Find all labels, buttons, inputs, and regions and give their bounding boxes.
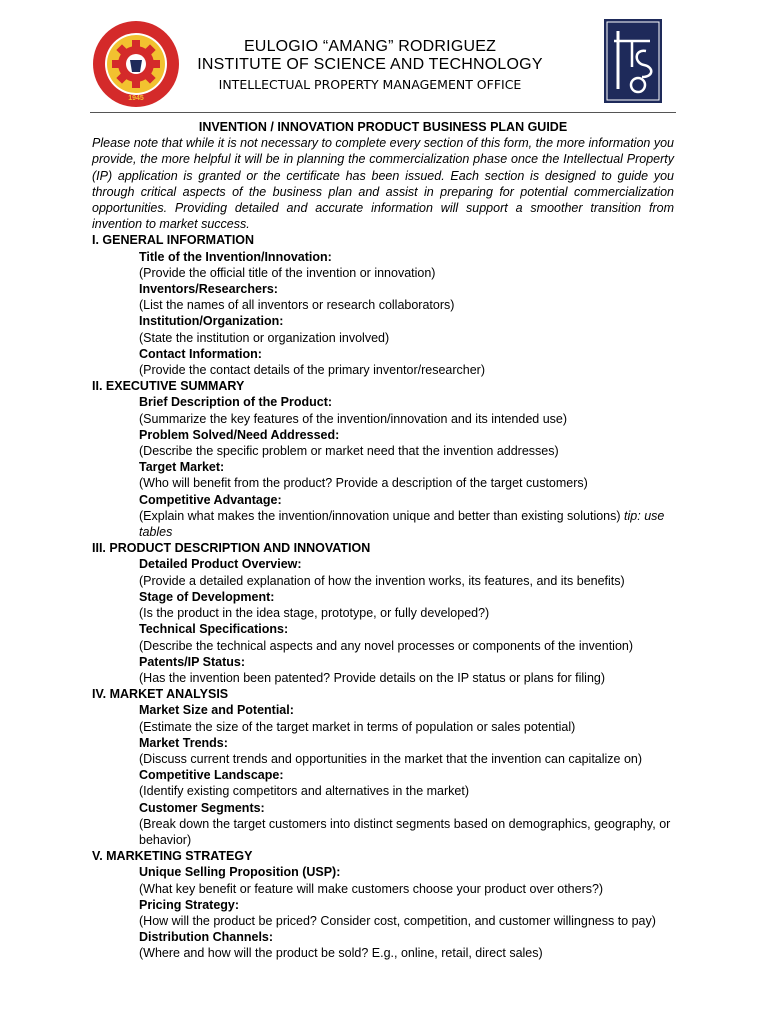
item-label: Distribution Channels: — [139, 930, 274, 945]
guide-item — [92, 313, 674, 345]
guide-item — [92, 864, 674, 896]
item-description — [139, 362, 674, 378]
section-heading: I. GENERAL INFORMATION — [92, 233, 255, 248]
guide-item — [92, 281, 674, 313]
guide-item — [92, 492, 674, 541]
item-label: Problem Solved/Need Addressed: — [139, 427, 340, 442]
item-label: Competitive Landscape: — [139, 768, 284, 783]
guide-item — [92, 249, 674, 281]
document-title: INVENTION / INNOVATION PRODUCT BUSINESS PLAN GUIDE — [198, 120, 568, 134]
section-heading: III. PRODUCT DESCRIPTION AND INNOVATION — [92, 541, 371, 556]
item-description — [139, 411, 674, 427]
item-description-text: (State the institution or organization involved) — [139, 330, 390, 345]
itso-logo — [604, 19, 662, 103]
guide-item — [92, 929, 674, 961]
section-heading: II. EXECUTIVE SUMMARY — [92, 379, 245, 394]
item-label: Target Market: — [139, 460, 225, 475]
item-description-text: (Discuss current trends and opportunities in the market that the invention can capitalize on) — [139, 751, 643, 766]
item-description — [139, 508, 674, 540]
item-description-text: (Provide a detailed explanation of how the invention works, its features, and its benefits) — [139, 573, 625, 588]
letterhead-text — [190, 38, 550, 94]
item-label: Institution/Organization: — [139, 314, 284, 329]
item-description — [139, 475, 674, 491]
item-description-text: (Has the invention been patented? Provide details on the IP status or plans for filing) — [139, 670, 606, 685]
item-description — [139, 751, 674, 767]
guide-item — [92, 654, 674, 686]
institute-name-line1: EULOGIO “AMANG” RODRIGUEZ — [243, 38, 497, 55]
item-description — [139, 783, 674, 799]
section — [92, 686, 674, 848]
item-description — [139, 816, 674, 848]
office-name: INTELLECTUAL PROPERTY MANAGEMENT OFFICE — [218, 77, 522, 92]
item-description-text: (Who will benefit from the product? Provide a description of the target customers) — [139, 476, 588, 491]
guide-item — [92, 800, 674, 849]
item-description — [139, 573, 674, 589]
item-description — [139, 719, 674, 735]
section — [92, 540, 674, 686]
guide-item — [92, 702, 674, 734]
guide-item — [92, 621, 674, 653]
item-label: Unique Selling Proposition (USP): — [139, 865, 341, 880]
item-description-text: (Explain what makes the invention/innovation unique and better than existing solutions) — [139, 508, 621, 523]
item-label: Detailed Product Overview: — [139, 557, 302, 572]
sections-container — [92, 232, 674, 961]
guide-item — [92, 427, 674, 459]
guide-item — [92, 346, 674, 378]
item-description — [139, 881, 674, 897]
section-heading: IV. MARKET ANALYSIS — [92, 687, 229, 702]
item-label: Pricing Strategy: — [139, 897, 240, 912]
item-description — [139, 605, 674, 621]
item-description-text: (What key benefit or feature will make customers choose your product over others?) — [139, 881, 604, 896]
intro-paragraph: Please note that while it is not necessary to complete every section of this form, the more information you provide, the more helpful it will be in planning the commercialization phase once the Intellectual Property (IP) application is granted or the certificate has been issued. Each section is designed to guide you through critical aspects of the business plan and assist in preparing for potential commercialization opportunities. Providing detailed and accurate information will support a smoother transition from invention to market success. — [92, 136, 674, 232]
item-description-text: (Break down the target customers into distinct segments based on demographics, geography, or behavior) — [139, 816, 671, 847]
item-description — [139, 297, 674, 313]
item-label: Title of the Invention/Innovation: — [139, 249, 332, 264]
item-description-text: (Summarize the key features of the invention/innovation and its intended use) — [139, 411, 568, 426]
institute-name-line2: INSTITUTE OF SCIENCE AND TECHNOLOGY — [197, 56, 543, 73]
item-description-text: (Identify existing competitors and alternatives in the market) — [139, 784, 470, 799]
item-description — [139, 443, 674, 459]
item-description — [139, 913, 674, 929]
item-description-text: (How will the product be priced? Consider cost, competition, and customer willingness to pay) — [139, 913, 656, 928]
item-label: Inventors/Researchers: — [139, 282, 278, 297]
document-body — [92, 119, 674, 962]
section — [92, 232, 674, 378]
header-divider — [90, 112, 676, 113]
item-description — [139, 670, 674, 686]
item-label: Stage of Development: — [139, 589, 275, 604]
item-label: Market Size and Potential: — [139, 703, 294, 718]
item-label: Contact Information: — [139, 346, 262, 361]
guide-item — [92, 767, 674, 799]
section-heading: V. MARKETING STRATEGY — [92, 849, 253, 864]
guide-item — [92, 589, 674, 621]
item-description-text: (Describe the technical aspects and any novel processes or components of the invention) — [139, 638, 634, 653]
item-description-text: (Provide the contact details of the primary inventor/researcher) — [139, 363, 485, 378]
guide-item — [92, 735, 674, 767]
item-description — [139, 945, 674, 961]
item-description-text: (Is the product in the idea stage, prototype, or fully developed?) — [139, 606, 490, 621]
item-description — [139, 330, 674, 346]
item-label: Brief Description of the Product: — [139, 395, 333, 410]
letterhead — [90, 16, 680, 112]
section — [92, 848, 674, 961]
guide-item — [92, 897, 674, 929]
item-description-text: (Where and how will the product be sold? E.g., online, retail, direct sales) — [139, 946, 543, 961]
item-description-text: (Describe the specific problem or market need that the invention addresses) — [139, 444, 559, 459]
institute-seal-logo — [92, 20, 180, 108]
item-tip: tip: use tables — [139, 508, 665, 540]
item-label: Technical Specifications: — [139, 622, 289, 637]
item-label: Patents/IP Status: — [139, 654, 246, 669]
guide-item — [92, 394, 674, 426]
item-description — [139, 265, 674, 281]
guide-item — [92, 459, 674, 491]
guide-item — [92, 556, 674, 588]
item-description-text: (Estimate the size of the target market in terms of population or sales potential) — [139, 719, 576, 734]
item-description — [139, 638, 674, 654]
item-label: Customer Segments: — [139, 800, 265, 815]
item-description-text: (Provide the official title of the invention or innovation) — [139, 265, 436, 280]
section — [92, 378, 674, 540]
item-label: Competitive Advantage: — [139, 492, 282, 507]
item-description-text: (List the names of all inventors or research collaborators) — [139, 298, 455, 313]
svg-text:1945: 1945 — [128, 95, 144, 102]
item-label: Market Trends: — [139, 735, 228, 750]
